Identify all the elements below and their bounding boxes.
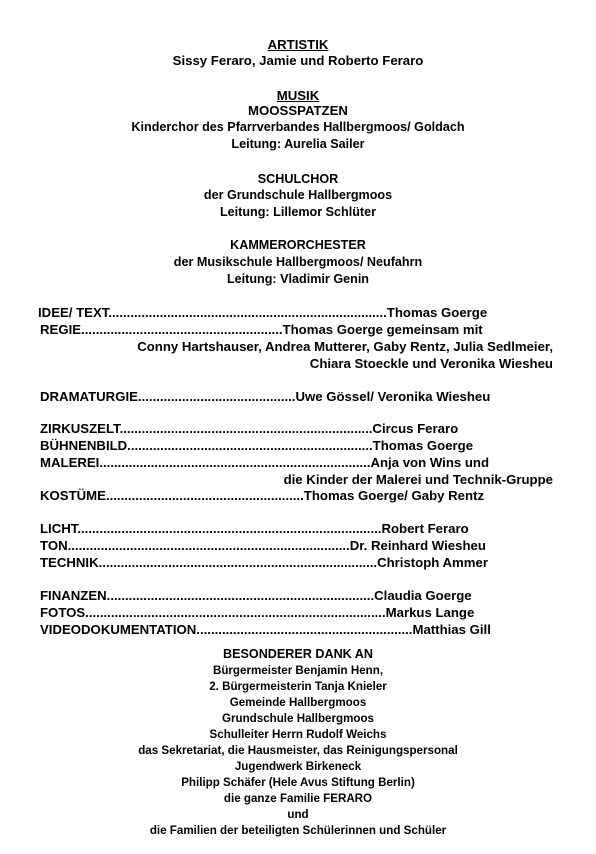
credit-dramaturgie: DRAMATURGIE...........................................Uwe Gössel/ Veronika Wiesheu xyxy=(40,389,491,404)
group-lead-kammerorchester: Leitung: Vladimir Genin xyxy=(226,272,370,286)
dank-line: Grundschule Hallbergmoos xyxy=(221,712,375,725)
dank-line: Bürgermeister Benjamin Henn, xyxy=(212,664,384,677)
credit-technik: TECHNIK............................................................................Christoph Ammer xyxy=(40,555,488,570)
group-name-schulchor: SCHULCHOR xyxy=(257,172,339,186)
credit-malerei-cont: die Kinder der Malerei und Technik-Gruppe xyxy=(283,472,553,487)
credit-regie: REGIE.......................................................Thomas Goerge gemeinsam mit xyxy=(40,322,483,337)
dank-line: Schulleiter Herrn Rudolf Weichs xyxy=(209,728,387,741)
credit-kostueme: KOSTÜME......................................................Thomas Goerge/ Gaby Rentz xyxy=(40,488,485,503)
group-desc-kammerorchester: der Musikschule Hallbergmoos/ Neufahrn xyxy=(173,255,423,269)
group-name-kammerorchester: KAMMERORCHESTER xyxy=(230,238,366,252)
dank-line: die ganze Familie FERARO xyxy=(223,792,373,805)
credit-licht: LICHT...................................................................................Robert Feraro xyxy=(40,521,469,536)
credit-idee: IDEE/ TEXT............................................................................Thomas Goerge xyxy=(38,305,488,320)
credit-regie-cont2: Chiara Stoeckle und Veronika Wiesheu xyxy=(309,356,553,371)
credit-finanzen: FINANZEN.........................................................................Claudia Goerge xyxy=(40,588,472,603)
dank-heading: BESONDERER DANK AN xyxy=(223,647,373,661)
group-lead-schulchor: Leitung: Lillemor Schlüter xyxy=(219,205,377,219)
artistik-heading: ARTISTIK xyxy=(267,37,329,52)
credit-ton: TON.............................................................................Dr. Reinhard Wiesheu xyxy=(40,538,486,553)
dank-line: Gemeinde Hallbergmoos xyxy=(229,696,367,709)
musik-heading: MUSIK xyxy=(276,88,320,103)
group-desc-moosspatzen: Kinderchor des Pfarrverbandes Hallbergmoos/ Goldach xyxy=(131,120,465,134)
credit-malerei: MALEREI..........................................................................Anja von Wins und xyxy=(40,455,490,470)
dank-line: Jugendwerk Birkeneck xyxy=(234,760,362,773)
credit-fotos: FOTOS..................................................................................Markus Lange xyxy=(40,605,475,620)
dank-line: das Sekretariat, die Hausmeister, das Reinigungspersonal xyxy=(138,744,458,757)
dank-line: Philipp Schäfer (Hele Avus Stiftung Berlin) xyxy=(181,776,415,789)
credit-video: VIDEODOKUMENTATION...........................................................Matthias Gill xyxy=(40,622,491,637)
group-lead-moosspatzen: Leitung: Aurelia Sailer xyxy=(231,137,365,151)
artistik-names: Sissy Feraro, Jamie und Roberto Feraro xyxy=(172,53,424,68)
credit-buehnenbild: BÜHNENBILD...................................................................Thomas Goerge xyxy=(40,438,474,453)
dank-line: 2. Bürgermeisterin Tanja Knieler xyxy=(209,680,387,693)
dank-line: und xyxy=(287,808,309,821)
dank-line: die Familien der beteiligten Schülerinnen und Schüler xyxy=(149,824,447,837)
credit-regie-cont1: Conny Hartshauser, Andrea Mutterer, Gaby Rentz, Julia Sedlmeier, xyxy=(137,339,553,354)
credit-zirkuszelt: ZIRKUSZELT.....................................................................Circus Feraro xyxy=(40,421,459,436)
group-name-moosspatzen: MOOSSPATZEN xyxy=(248,103,348,118)
group-desc-schulchor: der Grundschule Hallbergmoos xyxy=(203,188,393,202)
